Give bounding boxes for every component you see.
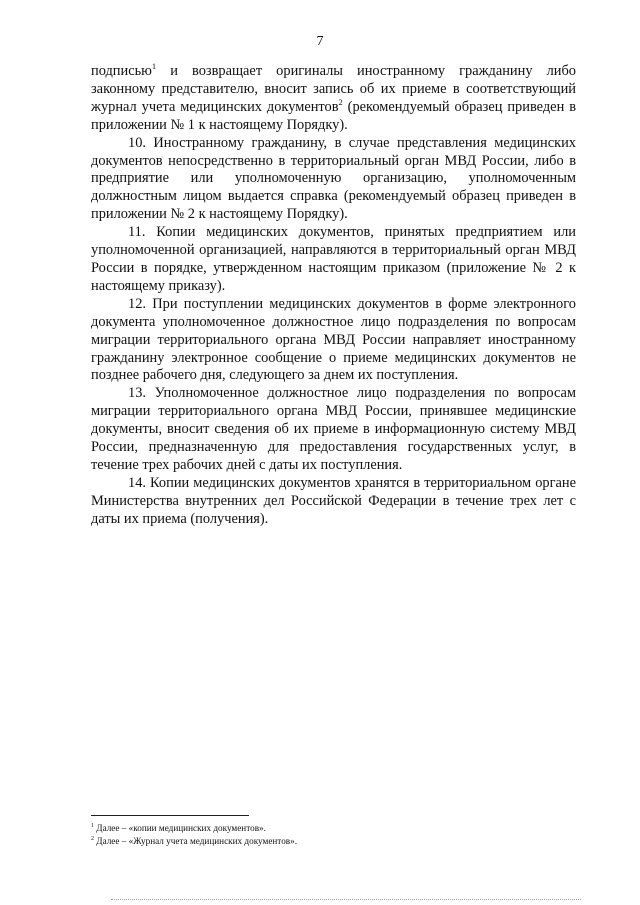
paragraph-12: 12. При поступлении медицинских документов в форме электронного документа уполномоченное должностное лицо подразделения по вопросам миграции территориального органа МВД России направляет иностранному гражданину электронное сообщение о приеме медицинских документов не позднее рабочего дня, следующего за днем их поступления. xyxy=(91,295,576,384)
paragraph-10: 10. Иностранному гражданину, в случае представления медицинских документов непосредственно в территориальный орган МВД России, либо в предприятие или уполномоченную организацию, уполномоченным должностным лицом выдается справка (рекомендуемый образец приведен в приложении № 2 к настоящему Порядку). xyxy=(91,134,576,223)
paragraph-continuation xyxy=(91,63,576,135)
paragraph-text: (рекомендуемый образец приведен в приложении № 1 к настоящему Порядку). xyxy=(91,98,576,133)
paragraph-text: и возвращает оригиналы иностранному гражданину либо законному представителю, вносит запись об их приеме в соответствующий журнал учета медицинских документов xyxy=(91,63,576,115)
footnote-text: Далее – «Журнал учета медицинских документов». xyxy=(94,836,298,846)
footnote-2 xyxy=(91,835,576,848)
footnote-1 xyxy=(91,822,576,835)
footnote-separator xyxy=(91,815,249,816)
footnote-ref-1: 1 xyxy=(151,61,157,72)
footnote-number: 1 xyxy=(91,822,94,829)
paragraph-13: 13. Уполномоченное должностное лицо подразделения по вопросам миграции территориального органа МВД России, принявшее медицинские документы, вносит сведения об их приеме в информационную систему МВД России, предназначенную для предоставления государственных услуг, в течение трех рабочих дней с даты их поступления. xyxy=(91,385,576,473)
document-body xyxy=(91,63,576,529)
paragraph-14: 14. Копии медицинских документов хранятся в территориальном органе Министерства внутренних дел Российской Федерации в течение трех лет с даты их приема (получения). xyxy=(91,474,576,527)
scan-artifact-line xyxy=(111,899,581,900)
footnote-text: Далее – «копии медицинских документов». xyxy=(94,823,266,833)
page-number: 7 xyxy=(316,34,324,49)
footnote-ref-2: 2 xyxy=(338,97,343,108)
paragraph-text: подписью xyxy=(91,63,152,79)
footnote-number: 2 xyxy=(91,835,94,842)
footnotes xyxy=(91,822,576,848)
paragraph-11: 11. Копии медицинских документов, принятых предприятием или уполномоченной организацией, направляются в территориальный орган МВД России в порядке, утвержденном настоящим приказом (приложение № 2 к настоящему приказу). xyxy=(91,224,576,294)
